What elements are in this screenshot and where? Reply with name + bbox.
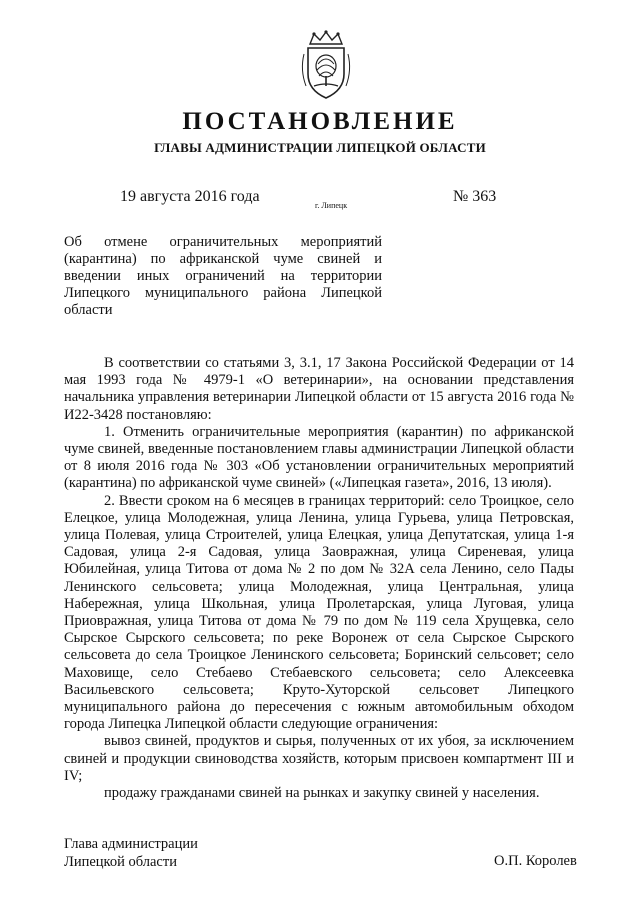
paragraph-preamble: В соответствии со статьями 3, 3.1, 17 Закона Российской Федерации от 14 мая 1993 года № 4979-1 «О ветеринарии», на основании представления начальника управления ветеринарии Липецкой области от 15 августа 2016 года № И22-3428 постановляю:	[64, 355, 574, 423]
document-title: ПОСТАНОВЛЕНИЕ	[182, 108, 458, 135]
signature-name: О.П. Королев	[494, 853, 577, 869]
document-number: № 363	[453, 188, 497, 205]
signature-title-line2: Липецкой области	[64, 854, 177, 870]
signature-title-line1: Глава администрации	[64, 836, 198, 852]
coat-of-arms-icon	[296, 30, 356, 102]
paragraph-item-1: 1. Отменить ограничительные мероприятия (карантин) по африканской чуме свиней, введенные постановлением главы администрации Липецкой области от 8 июля 2016 года № 303 «Об установлении ограничительных мероприятий (карантина) по африканской чуме свиней» («Липецкая газета», 2016, 13 июля).	[64, 423, 574, 492]
paragraph-item-2: 2. Ввести сроком на 6 месяцев в границах территорий: село Троицкое, село Елецкое, улица Молодежная, улица Ленина, улица Гурьева, улица Петровская, улица Полевая, улица Строителей, улица Елецкая, улица Депутатская, улица 1-я Садовая, улица 2-я Садовая, улица Заовражная, улица Сиреневая, улица Юбилейная, улица Титова от дома № 2 по дом № 32А села Ленино, село Пады Ленинского сельсовета; улица Молодежная, улица Центральная, улица Набережная, улица Школьная, улица Пролетарская, улица Луговая, улица Приовражная, улица Титова от дома № 79 по дом № 119 села Хрущевка, село Сырское Сырского сельсовета; по реке Воронеж от села Сырское Сырского сельсовета до села Троицкое Ленинского сельсовета; Боринский сельсовет; село Маховище, село Стебаево Стебаевского сельсовета; село Алексеевка Васильевского сельсовета; Круто-Хуторской сельсовет Липецкого муниципального района до пересечения с южным автомобильным обходом города Липецка Липецкой области следующие ограничения:	[64, 492, 574, 733]
document-date: 19 августа 2016 года	[120, 188, 260, 205]
document-subject: Об отмене ограничительных мероприятий (карантина) по африканской чуме свиней и введении иных ограничений на территории Липецкого муниципального района Липецкой области	[64, 234, 382, 318]
signature-position	[64, 835, 198, 871]
paragraph-restriction-2: продажу гражданами свиней на рынках и закупку свиней у населения.	[104, 785, 540, 802]
document-subtitle: ГЛАВЫ АДМИНИСТРАЦИИ ЛИПЕЦКОЙ ОБЛАСТИ	[154, 140, 486, 155]
document-city: г. Липецк	[315, 201, 348, 210]
document-body	[64, 355, 574, 802]
paragraph-restriction-1: вывоз свиней, продуктов и сырья, полученных от их убоя, за исключением свиней и продукции свиноводства хозяйств, которым присвоен компартмент III и IV;	[64, 733, 574, 784]
